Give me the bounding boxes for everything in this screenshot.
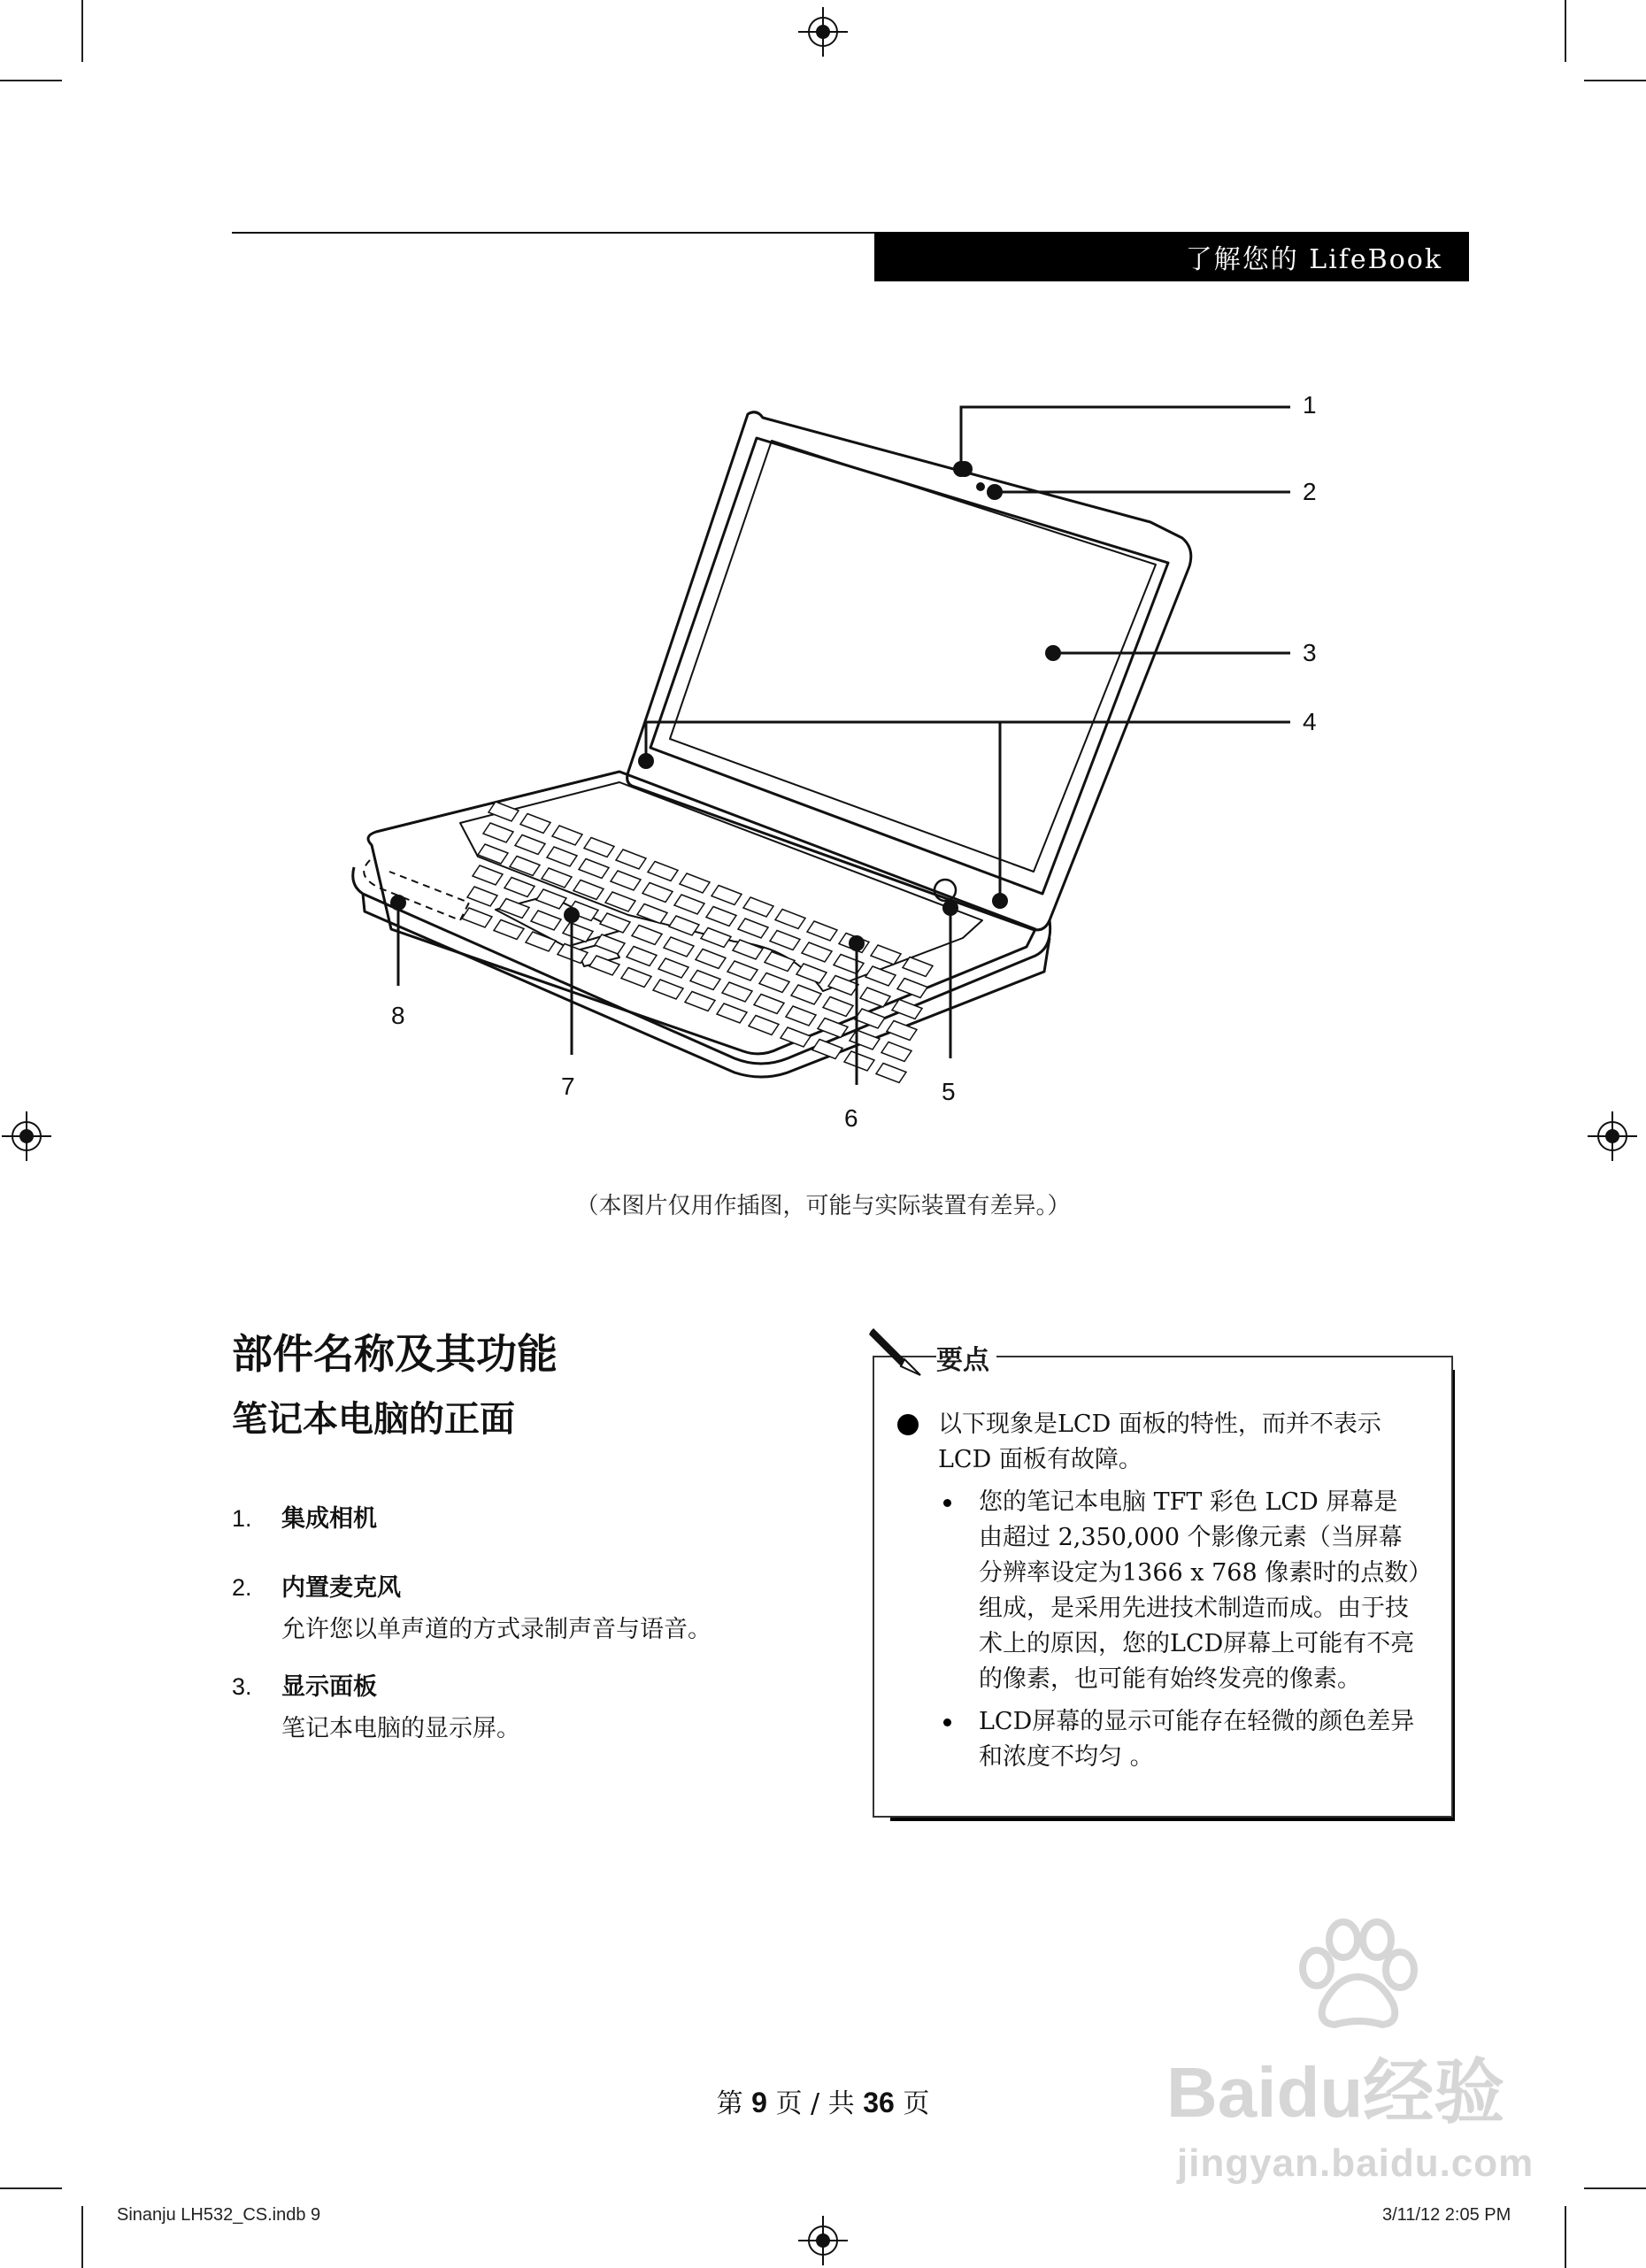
list-item <box>232 1667 520 1743</box>
keyboard-key <box>600 913 630 933</box>
trim-mark <box>81 2206 83 2268</box>
keyboard-key <box>685 992 715 1011</box>
keyboard-key <box>860 988 890 1007</box>
item-title: 内置麦克风 <box>281 1574 401 1602</box>
keyboard-key <box>897 979 927 998</box>
bullet-icon <box>943 1718 951 1726</box>
item-number: 2. <box>232 1574 252 1601</box>
keyboard-key <box>632 926 662 945</box>
keyboard-key <box>812 1040 842 1059</box>
callout-7: 7 <box>561 1072 575 1100</box>
laptop-illustration <box>336 389 1327 1124</box>
callout-1: 1 <box>1303 391 1317 419</box>
keyboard-key <box>759 973 789 993</box>
pencil-icon <box>865 1320 929 1379</box>
baidu-paw-icon <box>1290 1918 1423 2034</box>
callout-3: 3 <box>1303 639 1317 666</box>
keyboard-key <box>642 883 673 903</box>
registration-mark-icon <box>1588 1111 1637 1161</box>
running-header <box>874 232 1469 281</box>
keyboard-key <box>717 1003 747 1023</box>
trim-mark <box>1584 80 1646 81</box>
keyboard-key <box>791 985 821 1004</box>
callout-4: 4 <box>1303 708 1317 735</box>
keyboard-key <box>536 889 566 909</box>
header-rule <box>232 232 876 234</box>
figure-caption: （本图片仅用作插图，可能与实际装置有差异。） <box>575 1193 1071 1219</box>
registration-mark-icon <box>798 7 848 57</box>
keyboard-key <box>627 947 657 966</box>
note-bullet <box>890 1485 1421 1697</box>
item-number: 1. <box>232 1505 252 1532</box>
keyboard-key <box>653 980 683 999</box>
keyboard-key <box>855 1009 885 1028</box>
note-main-text: 以下现象是LCD 面板的特性，而并不表示 LCD 面板有故障。 <box>938 1411 1381 1473</box>
item-number: 3. <box>232 1673 252 1700</box>
slug-file: Sinanju LH532_CS.indb 9 <box>117 2205 321 2225</box>
keyboard-key <box>696 949 726 969</box>
note-title: 要点 <box>936 1338 996 1377</box>
keyboard-key <box>483 823 513 842</box>
keyboard-key <box>520 814 550 834</box>
keyboard-key <box>738 919 768 938</box>
trim-mark <box>0 80 62 81</box>
item-description: 笔记本电脑的显示屏。 <box>281 1715 520 1742</box>
keyboard-key <box>881 1042 911 1062</box>
trim-mark <box>1584 2187 1646 2189</box>
slug-date: 3/11/12 2:05 PM <box>1382 2205 1511 2225</box>
keyboard-key <box>903 957 933 977</box>
keyboard-key <box>871 945 901 965</box>
keyboard-key <box>770 931 800 950</box>
keyboard-key <box>743 897 773 917</box>
keyboard-key <box>865 966 896 986</box>
keyboard-key <box>595 934 625 954</box>
keyboard-key <box>488 802 519 821</box>
item-title: 集成相机 <box>281 1505 377 1533</box>
total-pages: 36 <box>863 2087 895 2118</box>
list-item <box>232 1499 377 1534</box>
watermark-url: jingyan.baidu.com <box>1177 2141 1534 2185</box>
trim-mark <box>1565 0 1566 62</box>
keyboard-key <box>526 932 556 951</box>
keyboard-key <box>637 904 667 924</box>
keyboard-key <box>658 958 688 978</box>
keyboard-key <box>807 921 837 941</box>
keyboard-key <box>680 873 710 893</box>
section-title: 部件名称及其功能 <box>232 1330 558 1378</box>
current-page: 9 <box>751 2087 767 2118</box>
item-description: 允许您以单声道的方式录制声音与语音。 <box>281 1616 711 1643</box>
keyboard-key <box>706 907 736 926</box>
bullet-icon <box>897 1414 919 1435</box>
trim-mark <box>81 0 83 62</box>
keyboard-key <box>749 1016 779 1035</box>
watermark-brand: Baidu经验 <box>1166 2053 1505 2132</box>
keyboard-key <box>722 982 752 1002</box>
keyboard-key <box>796 964 827 983</box>
keyboard-key <box>584 838 614 857</box>
keyboard-key <box>834 955 864 974</box>
keyboard-key <box>765 952 795 972</box>
keyboard-key <box>552 826 582 845</box>
keyboard-key <box>690 971 720 990</box>
keyboard-key <box>711 886 742 905</box>
note-body <box>890 1407 1421 1775</box>
keyboard-key <box>823 997 853 1017</box>
keyboard-key <box>727 961 758 980</box>
keyboard-key <box>775 910 805 929</box>
list-item <box>232 1568 711 1644</box>
keyboard-key <box>733 940 763 959</box>
keyboard-key <box>473 865 503 885</box>
keyboard-key <box>786 1006 816 1026</box>
page-number: 第 9 页 / 共 36 页 <box>716 2087 930 2119</box>
bullet-icon <box>943 1499 951 1507</box>
keyboard-key <box>701 928 731 948</box>
keyboard-key <box>467 887 497 906</box>
keyboard-key <box>892 1000 922 1019</box>
note-bullet-text: 您的笔记本电脑 TFT 彩色 LCD 屏幕是由超过 2,350,000 个影像元素（当屏幕分辨率设定为1366 x 768 像素时的点数）组成，是采用先进技术制造而成。由于技术上的原因，您的LCD屏幕上可能有不亮的像素，也可能有始终发亮的像素。 <box>979 1488 1420 1693</box>
section-subtitle: 笔记本电脑的正面 <box>232 1399 515 1440</box>
keyboard-key <box>563 923 593 942</box>
callout-2: 2 <box>1303 478 1317 505</box>
registration-mark-icon <box>2 1111 51 1161</box>
keyboard-key <box>844 1051 874 1071</box>
keyboard-key <box>579 859 609 879</box>
item-title: 显示面板 <box>281 1673 377 1701</box>
keyboard-key <box>515 835 545 855</box>
keyboard-key <box>621 968 651 988</box>
keyboard-key <box>648 862 678 881</box>
keyboard-key <box>542 868 572 888</box>
keyboard-key <box>462 908 492 927</box>
note-bullet-text: LCD屏幕的显示可能存在轻微的颜色差异和浓度不均匀 。 <box>979 1708 1415 1771</box>
keyboard-key <box>616 850 646 869</box>
callout-6: 6 <box>844 1104 858 1132</box>
callout-8: 8 <box>391 1002 405 1029</box>
keyboard-key <box>664 937 694 957</box>
keyboard-key <box>876 1064 906 1083</box>
registration-mark-icon <box>798 2216 848 2265</box>
trim-mark <box>1565 2206 1566 2268</box>
keyboard-key <box>781 1027 811 1047</box>
keyboard-key <box>674 895 704 914</box>
keyboard-key <box>478 844 508 864</box>
keyboard-key <box>547 847 577 866</box>
keyboard-key <box>754 995 784 1014</box>
keyboard-key <box>802 942 832 962</box>
keyboard-key <box>531 911 561 930</box>
note-bullet <box>890 1704 1421 1775</box>
trim-mark <box>0 2187 62 2189</box>
keyboard-key <box>669 916 699 935</box>
callout-5: 5 <box>942 1078 956 1105</box>
keyboard-key <box>504 878 535 897</box>
keyboard-key <box>611 871 641 890</box>
keyboard-key <box>510 857 540 876</box>
note-main-point <box>890 1407 1421 1478</box>
running-header-title: 了解您的 LifeBook <box>1185 244 1442 275</box>
keyboard-key <box>573 880 604 900</box>
